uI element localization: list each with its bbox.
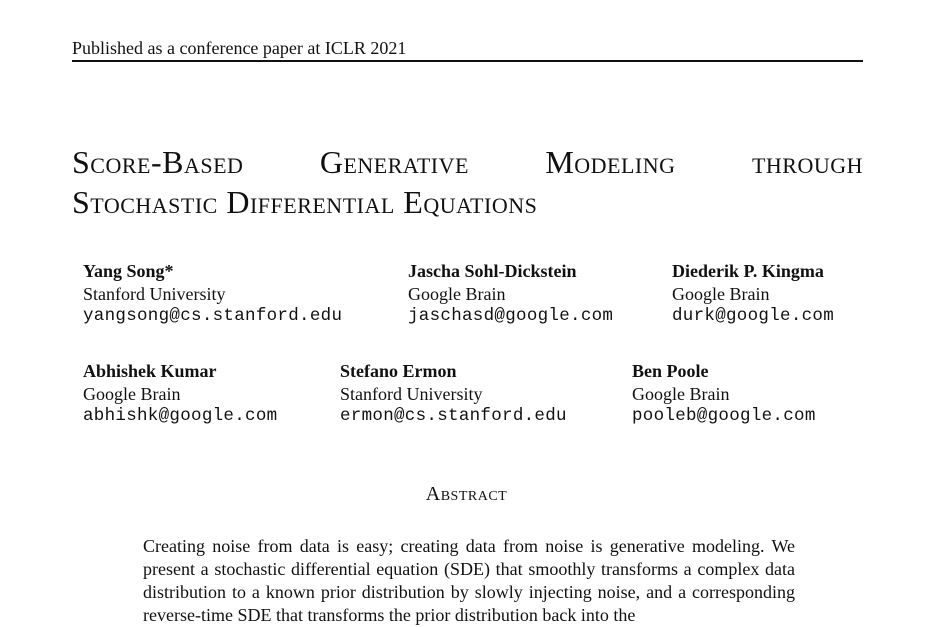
author-block [83, 260, 342, 328]
author-email: pooleb@google.com [632, 406, 816, 426]
author-email: durk@google.com [672, 306, 835, 326]
author-email: jaschasd@google.com [408, 306, 614, 326]
author-email: abhishk@google.com [83, 406, 278, 426]
author-block [632, 360, 816, 428]
author-email: yangsong@cs.stanford.edu [83, 306, 343, 326]
author-block [672, 260, 834, 328]
abstract-heading: Abstract [425, 483, 508, 505]
title-line-2: Stochastic Differential Equations [72, 184, 538, 220]
author-affiliation: Stanford University [83, 283, 226, 304]
author-block [408, 260, 613, 328]
author-name: Diederik P. Kingma [672, 261, 824, 281]
author-affiliation: Google Brain [408, 283, 506, 304]
paper-title [72, 142, 863, 222]
title-line-1: Score-Based Generative Modeling through [72, 144, 863, 180]
header-rule [72, 60, 863, 62]
author-name: Abhishek Kumar [83, 361, 217, 381]
author-email: ermon@cs.stanford.edu [340, 406, 567, 426]
author-affiliation: Google Brain [632, 383, 730, 404]
abstract-text: Creating noise from data is easy; creating data from noise is generative modeling. We present a stochastic differential equation (SDE) that smoothly transforms a complex data distribution to a known prior distribution by slowly injecting noise, and a corresponding reverse-time SDE that transforms the prior distribution back into the [143, 536, 795, 625]
author-name: Stefano Ermon [340, 361, 457, 381]
author-block [340, 360, 567, 428]
author-name: Yang Song* [83, 261, 174, 281]
author-affiliation: Google Brain [83, 383, 181, 404]
running-header: Published as a conference paper at ICLR 2021 [72, 38, 407, 58]
author-name: Jascha Sohl-Dickstein [408, 261, 577, 281]
author-affiliation: Google Brain [672, 283, 770, 304]
author-name: Ben Poole [632, 361, 709, 381]
author-block [83, 360, 277, 428]
author-affiliation: Stanford University [340, 383, 483, 404]
